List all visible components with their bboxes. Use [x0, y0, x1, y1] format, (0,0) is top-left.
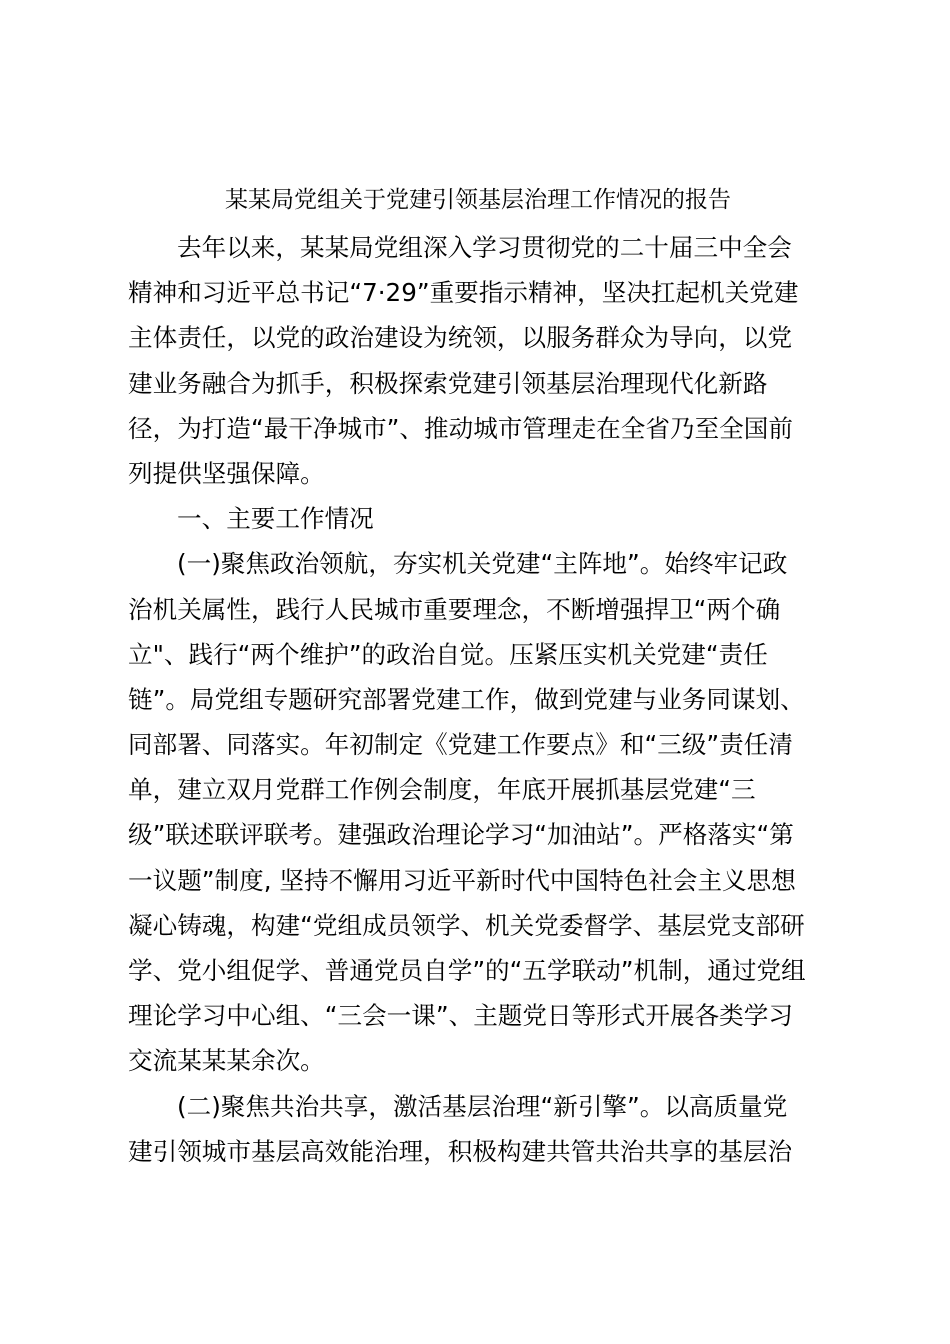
paragraph-2-line-5: 同部署、同落实。年初制定《党建工作要点》和“三级”责任清 — [128, 730, 793, 760]
paragraph-2-line-1: (一)聚焦政治领航，夯实机关党建“主阵地”。始终牢记政 — [177, 549, 788, 579]
paragraph-2-line-11: 理论学习中心组、“三会一课”、主题党日等形式开展各类学习 — [128, 1001, 793, 1031]
paragraph-1-line-6: 列提供坚强保障。 — [128, 458, 325, 488]
paragraph-2-line-2: 治机关属性，践行人民城市重要理念，不断增强捍卫“两个确 — [128, 594, 781, 624]
document-title: 某某局党组关于党建引领基层治理工作情况的报告 — [225, 187, 731, 213]
document-body — [128, 225, 833, 1174]
paragraph-2-line-9: 凝心铸魂，构建“党组成员领学、机关党委督学、基层党支部研 — [128, 910, 805, 940]
paragraph-2-line-7: 级”联述联评联考。建强政治理论学习“加油站”。严格落实“第 — [128, 820, 794, 850]
paragraph-1-line-3: 主体责任，以党的政治建设为统领，以服务群众为导向，以党 — [128, 323, 793, 353]
paragraph-1-line-2: 精神和习近平总书记“7·29”重要指示精神，坚决扛起机关党建 — [128, 278, 799, 308]
paragraph-1-line-5: 径，为打造“最干净城市”、推动城市管理走在全省乃至全国前 — [128, 413, 793, 443]
paragraph-3-line-1: (二)聚焦共治共享，激活基层治理“新引擎”。以高质量党 — [177, 1091, 788, 1121]
section-heading-1: 一、主要工作情况 — [177, 504, 374, 534]
paragraph-2-line-6: 单，建立双月党群工作例会制度，年底开展抓基层党建“三 — [128, 775, 756, 805]
paragraph-2-line-4: 链”。局党组专题研究部署党建工作，做到党建与业务同谋划、 — [128, 684, 805, 714]
paragraph-2-line-8: 一议题”制度, 坚持不懈用习近平新时代中国特色社会主义思想 — [128, 865, 796, 895]
paragraph-1-line-4: 建业务融合为抓手，积极探索党建引领基层治理现代化新路 — [128, 368, 768, 398]
paragraph-3-line-2: 建引领城市基层高效能治理，积极构建共管共治共享的基层治 — [128, 1136, 793, 1166]
paragraph-2-line-10: 学、党小组促学、普通党员自学”的“五学联动”机制，通过党组 — [128, 956, 806, 985]
paragraph-2-line-12: 交流某某某余次。 — [128, 1046, 325, 1076]
paragraph-1-line-1: 去年以来，某某局党组深入学习贯彻党的二十届三中全会 — [177, 233, 792, 262]
paragraph-2-line-3: 立"、践行“两个维护”的政治自觉。压紧压实机关党建“责任 — [128, 639, 768, 669]
